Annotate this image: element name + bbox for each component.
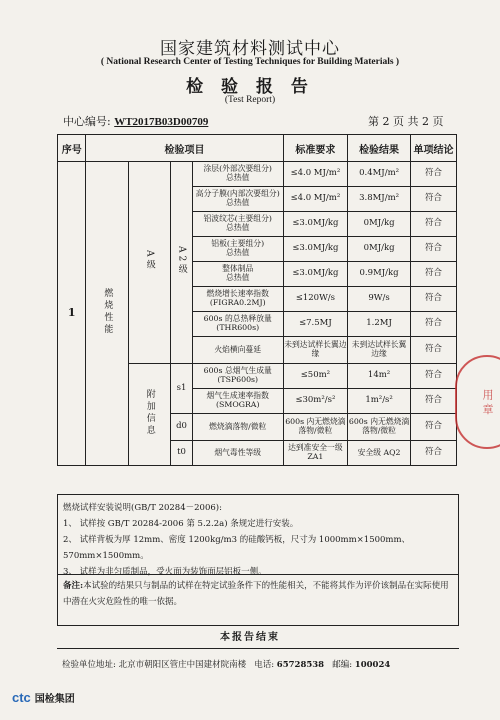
item-line1: 烟气生成速率指数 — [206, 391, 269, 401]
notes-title: 燃烧试样安装说明(GB/T 20284－2006): — [63, 503, 222, 513]
result-cell: 0MJ/kg — [348, 212, 411, 237]
report-end: 本报告结束 — [220, 632, 280, 643]
conclusion-cell: 符合 — [410, 441, 456, 466]
conclusion-cell: 符合 — [410, 262, 456, 287]
item-line1: 600s 的总热释放量 — [203, 314, 272, 324]
req-cell: ≤120W/s — [283, 287, 348, 312]
req-cell: ≤7.5MJ — [283, 312, 348, 337]
item-line2: 总热值 — [226, 198, 250, 207]
group-a-label: A级 — [144, 249, 155, 272]
conclusion-cell: 符合 — [410, 312, 456, 337]
note-item: 2、 试样背板为厚 12mm、密度 1200kg/m3 的硅酸钙板，尺寸为 1000mm×1500mm、 — [63, 535, 411, 545]
group-a-cell — [128, 162, 170, 364]
address-label: 检验单位地址: — [62, 660, 116, 670]
item-cell — [192, 262, 283, 287]
page-info: 第 2 页 共 2 页 — [368, 115, 444, 128]
header-result: 检验结果 — [348, 135, 411, 162]
phone-value: 65728538 — [276, 660, 325, 670]
conclusion-cell: 符合 — [410, 187, 456, 212]
item-line1: 600s 总烟气生成量 — [203, 366, 272, 376]
req-cell: ≤4.0 MJ/m² — [283, 162, 348, 187]
req-cell: ≤3.0MJ/kg — [283, 262, 348, 287]
item-line2: (SMOGRA) — [215, 400, 260, 409]
category-cell — [86, 162, 128, 466]
category-label: 燃烧性能 — [102, 287, 113, 336]
company-logo — [12, 690, 75, 705]
remark-text: 本试验的结果只与制品的试样在特定试验条件下的性能相关，不能将其作为评价该制品在实际使用中潜在火灾危险性的唯一依据。 — [63, 581, 449, 607]
divider — [57, 574, 459, 575]
item-line2: 总热值 — [226, 248, 250, 257]
zip-value: 100024 — [354, 660, 391, 670]
item-cell — [192, 212, 283, 237]
result-cell: 1.2MJ — [348, 312, 411, 337]
result-cell: 14m² — [348, 364, 411, 389]
group-extra-cell — [128, 364, 170, 466]
item-line1: 燃烧增长速率指数 — [206, 289, 269, 299]
req-cell: ≤3.0MJ/kg — [283, 237, 348, 262]
item-cell — [192, 287, 283, 312]
zip-label: 邮编: — [332, 660, 353, 670]
req-cell: 未到达试样长翼边缘 — [283, 337, 348, 364]
center-number-value: WT2017B03D00709 — [114, 116, 209, 128]
item-line1: 铝板(主要组分) — [211, 239, 265, 249]
center-number — [63, 113, 208, 129]
item-line2: 总热值 — [226, 273, 250, 282]
sub-d0: d0 — [171, 414, 193, 441]
item-line2: (FIGRA0.2MJ) — [209, 298, 266, 307]
test-results-table — [57, 134, 457, 466]
header-requirement: 标准要求 — [283, 135, 348, 162]
result-cell: 0MJ/kg — [348, 237, 411, 262]
item-cell — [192, 364, 283, 389]
sub-t0: t0 — [171, 441, 193, 466]
item-line1: 高分子膜(内部次要组分) — [195, 189, 280, 199]
item-line2: (TSP600s) — [217, 375, 259, 384]
center-number-label: 中心编号: — [63, 115, 111, 128]
result-cell: 安全级 AQ2 — [348, 441, 411, 466]
note-item: 1、 试样按 GB/T 20284-2006 第 5.2.2a) 条规定进行安装。 — [63, 519, 299, 529]
req-cell: ≤50m² — [283, 364, 348, 389]
conclusion-cell: 符合 — [410, 389, 456, 414]
logo-name: 国检集团 — [34, 694, 75, 705]
req-cell: 600s 内无燃烧滴落物/微粒 — [283, 414, 348, 441]
remark-label: 备注: — [63, 581, 84, 591]
conclusion-cell: 符合 — [410, 364, 456, 389]
result-cell: 0.4MJ/m² — [348, 162, 411, 187]
conclusion-cell: 符合 — [410, 212, 456, 237]
seq-cell: 1 — [58, 162, 86, 466]
result-cell: 0.9MJ/kg — [348, 262, 411, 287]
group-a2-label: A2级 — [176, 245, 187, 276]
item-cell — [192, 187, 283, 212]
report-title-cn: 检 验 报 告 — [186, 77, 314, 97]
result-cell: 9W/s — [348, 287, 411, 312]
req-cell: ≤3.0MJ/kg — [283, 212, 348, 237]
table-row — [58, 162, 457, 187]
result-cell: 未到达试样长翼边缘 — [348, 337, 411, 364]
group-a2-cell — [171, 162, 193, 364]
item-line2: 总热值 — [226, 173, 250, 182]
item-line2: (THR600s) — [216, 323, 260, 332]
org-name-cn: 国家建筑材料测试中心 — [160, 39, 340, 59]
note-item: 3、 试样为非匀质制品，受火面为装饰面层铝板一侧。 — [63, 567, 267, 577]
item-cell — [192, 162, 283, 187]
result-cell: 600s 内无燃烧滴落物/微粒 — [348, 414, 411, 441]
req-cell: ≤30m²/s² — [283, 389, 348, 414]
footer — [62, 658, 390, 670]
conclusion-cell: 符合 — [410, 237, 456, 262]
table-header-row — [58, 135, 457, 162]
ctc-logo-icon: ctc — [12, 690, 31, 705]
item-cell — [192, 312, 283, 337]
item-line2: 总热值 — [226, 223, 250, 232]
req-cell: 达到准安全一级 ZA1 — [283, 441, 348, 466]
install-notes — [63, 500, 463, 580]
red-stamp-graphic: 用 章 — [455, 355, 500, 449]
remark — [63, 578, 455, 610]
item-cell — [192, 389, 283, 414]
note-item: 570mm×1500mm。 — [63, 551, 149, 561]
header-conclusion: 单项结论 — [410, 135, 456, 162]
header-seq: 序号 — [58, 135, 86, 162]
req-cell: ≤4.0 MJ/m² — [283, 187, 348, 212]
item-cell: 燃烧滴落物/微粒 — [192, 414, 283, 441]
report-title-en: (Test Report) — [224, 95, 276, 105]
result-cell: 3.8MJ/m² — [348, 187, 411, 212]
item-line1: 铝波纹芯(主要组分) — [203, 214, 272, 224]
item-cell: 火焰横向蔓延 — [192, 337, 283, 364]
conclusion-cell: 符合 — [410, 337, 456, 364]
item-cell — [192, 237, 283, 262]
item-line1: 整体制品 — [222, 264, 254, 274]
header-item: 检验项目 — [86, 135, 283, 162]
group-extra-label: 附加信息 — [144, 388, 155, 437]
conclusion-cell: 符合 — [410, 287, 456, 312]
org-name-en: ( National Research Center of Testing Techniques for Building Materials ) — [100, 57, 400, 67]
conclusion-cell: 符合 — [410, 414, 456, 441]
item-line1: 涂层(外部次要组分) — [203, 164, 272, 174]
item-cell: 烟气毒性等级 — [192, 441, 283, 466]
divider — [57, 648, 459, 649]
sub-s1: s1 — [171, 364, 193, 414]
phone-label: 电话: — [254, 660, 275, 670]
address-value: 北京市朝阳区管庄中国建材院南楼 — [118, 660, 247, 670]
result-cell: 1m²/s² — [348, 389, 411, 414]
conclusion-cell: 符合 — [410, 162, 456, 187]
